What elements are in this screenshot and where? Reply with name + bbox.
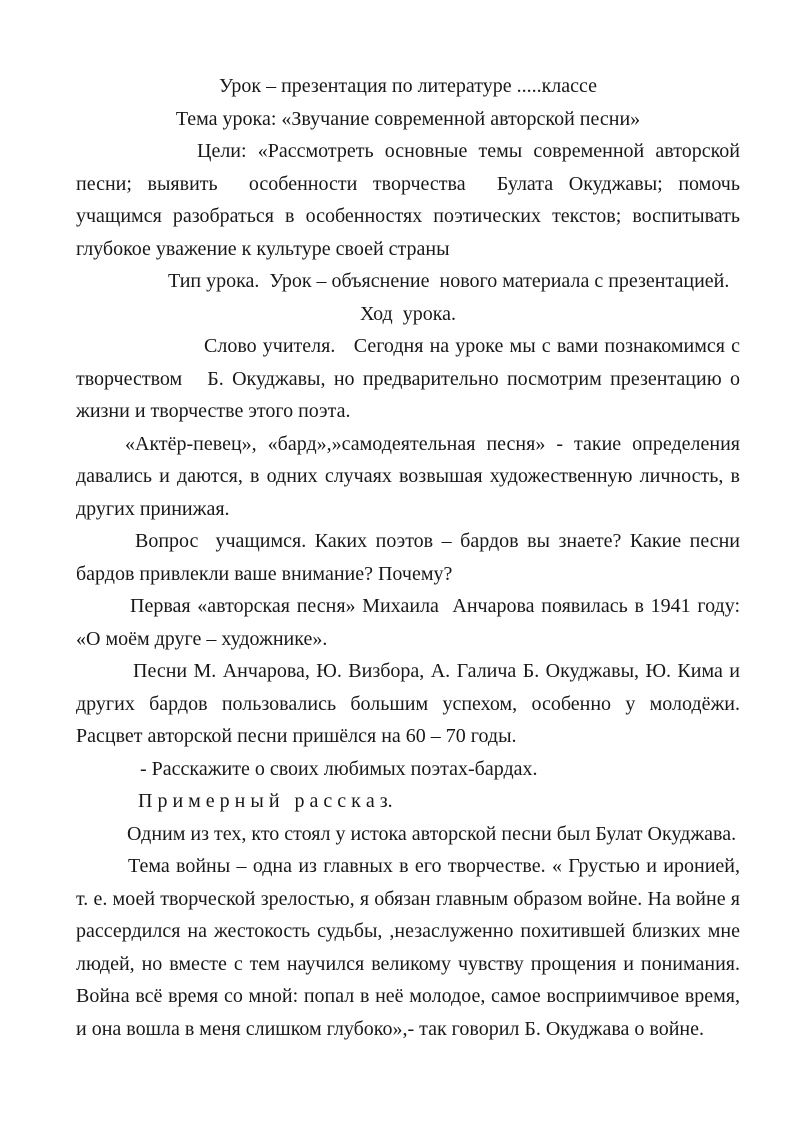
teacher-intro: Слово учителя. Сегодня на уроке мы с вами познакомимся с творчеством Б. Окуджавы, но предварительно посмотрим презентацию о жизни и творчестве этого поэта. bbox=[76, 335, 745, 422]
sample-story-heading: П р и м е р н ы й р а с с к а з. bbox=[138, 790, 393, 812]
bard-definitions: «Актёр-певец», «бард»,»самодеятельная песня» - такие определения давались и даются, в одних случаях возвышая художественную личность, в других принижая. bbox=[76, 432, 745, 520]
war-theme-quote: Тема войны – одна из главных в его творчестве. « Грустью и иронией, т. е. моей творческой зрелостью, я обязан главным образом войне. На войне я рассердился на жестокость судьбы, ,незаслуженно похитившей близких мне людей, но вместе с тем научился великому чувству прощения и понимания. Война всё время со мной: попал в неё молодое, самое восприимчивое время, и она вошла в меня слишком глубоко»,- так говорил Б. Окуджава о войне. bbox=[76, 855, 745, 1040]
bard-songs: Песни М. Анчарова, Ю. Визбора, А. Галича Б. Окуджавы, Ю. Кима и других бардов пользовались большим успехом, особенно у молодёжи. Расцвет авторской песни пришёлся на 60 – 70 годы. bbox=[76, 660, 745, 747]
lesson-type: Тип урока. Урок – объяснение нового материала с презентацией. bbox=[168, 270, 730, 292]
question-to-students: Вопрос учащимся. Каких поэтов – бардов вы знаете? Какие песни бардов привлекли ваше внимание? Почему? bbox=[76, 530, 745, 585]
tell-about-bards: - Расскажите о своих любимых поэтах-бардах. bbox=[140, 757, 538, 780]
lesson-theme: Тема урока: «Звучание современной авторской песни» bbox=[175, 107, 641, 130]
lesson-flow-heading: Ход урока. bbox=[359, 302, 457, 325]
okudzhava-origin: Одним из тех, кто стоял у истока авторской песни был Булат Окуджава. bbox=[127, 822, 737, 845]
first-author-song: Первая «авторская песня» Михаила Анчарова появилась в 1941 году: «О моём друге – художнике». bbox=[76, 595, 745, 650]
lesson-title: Урок – презентация по литературе .....классе bbox=[218, 75, 598, 97]
lesson-goals: Цели: «Рассмотреть основные темы современной авторской песни; выявить особенности творчества Булата Окуджавы; помочь учащимся разобраться в особенностях поэтических текстов; воспитывать глубокое уважение к культуре своей страны bbox=[76, 140, 745, 260]
